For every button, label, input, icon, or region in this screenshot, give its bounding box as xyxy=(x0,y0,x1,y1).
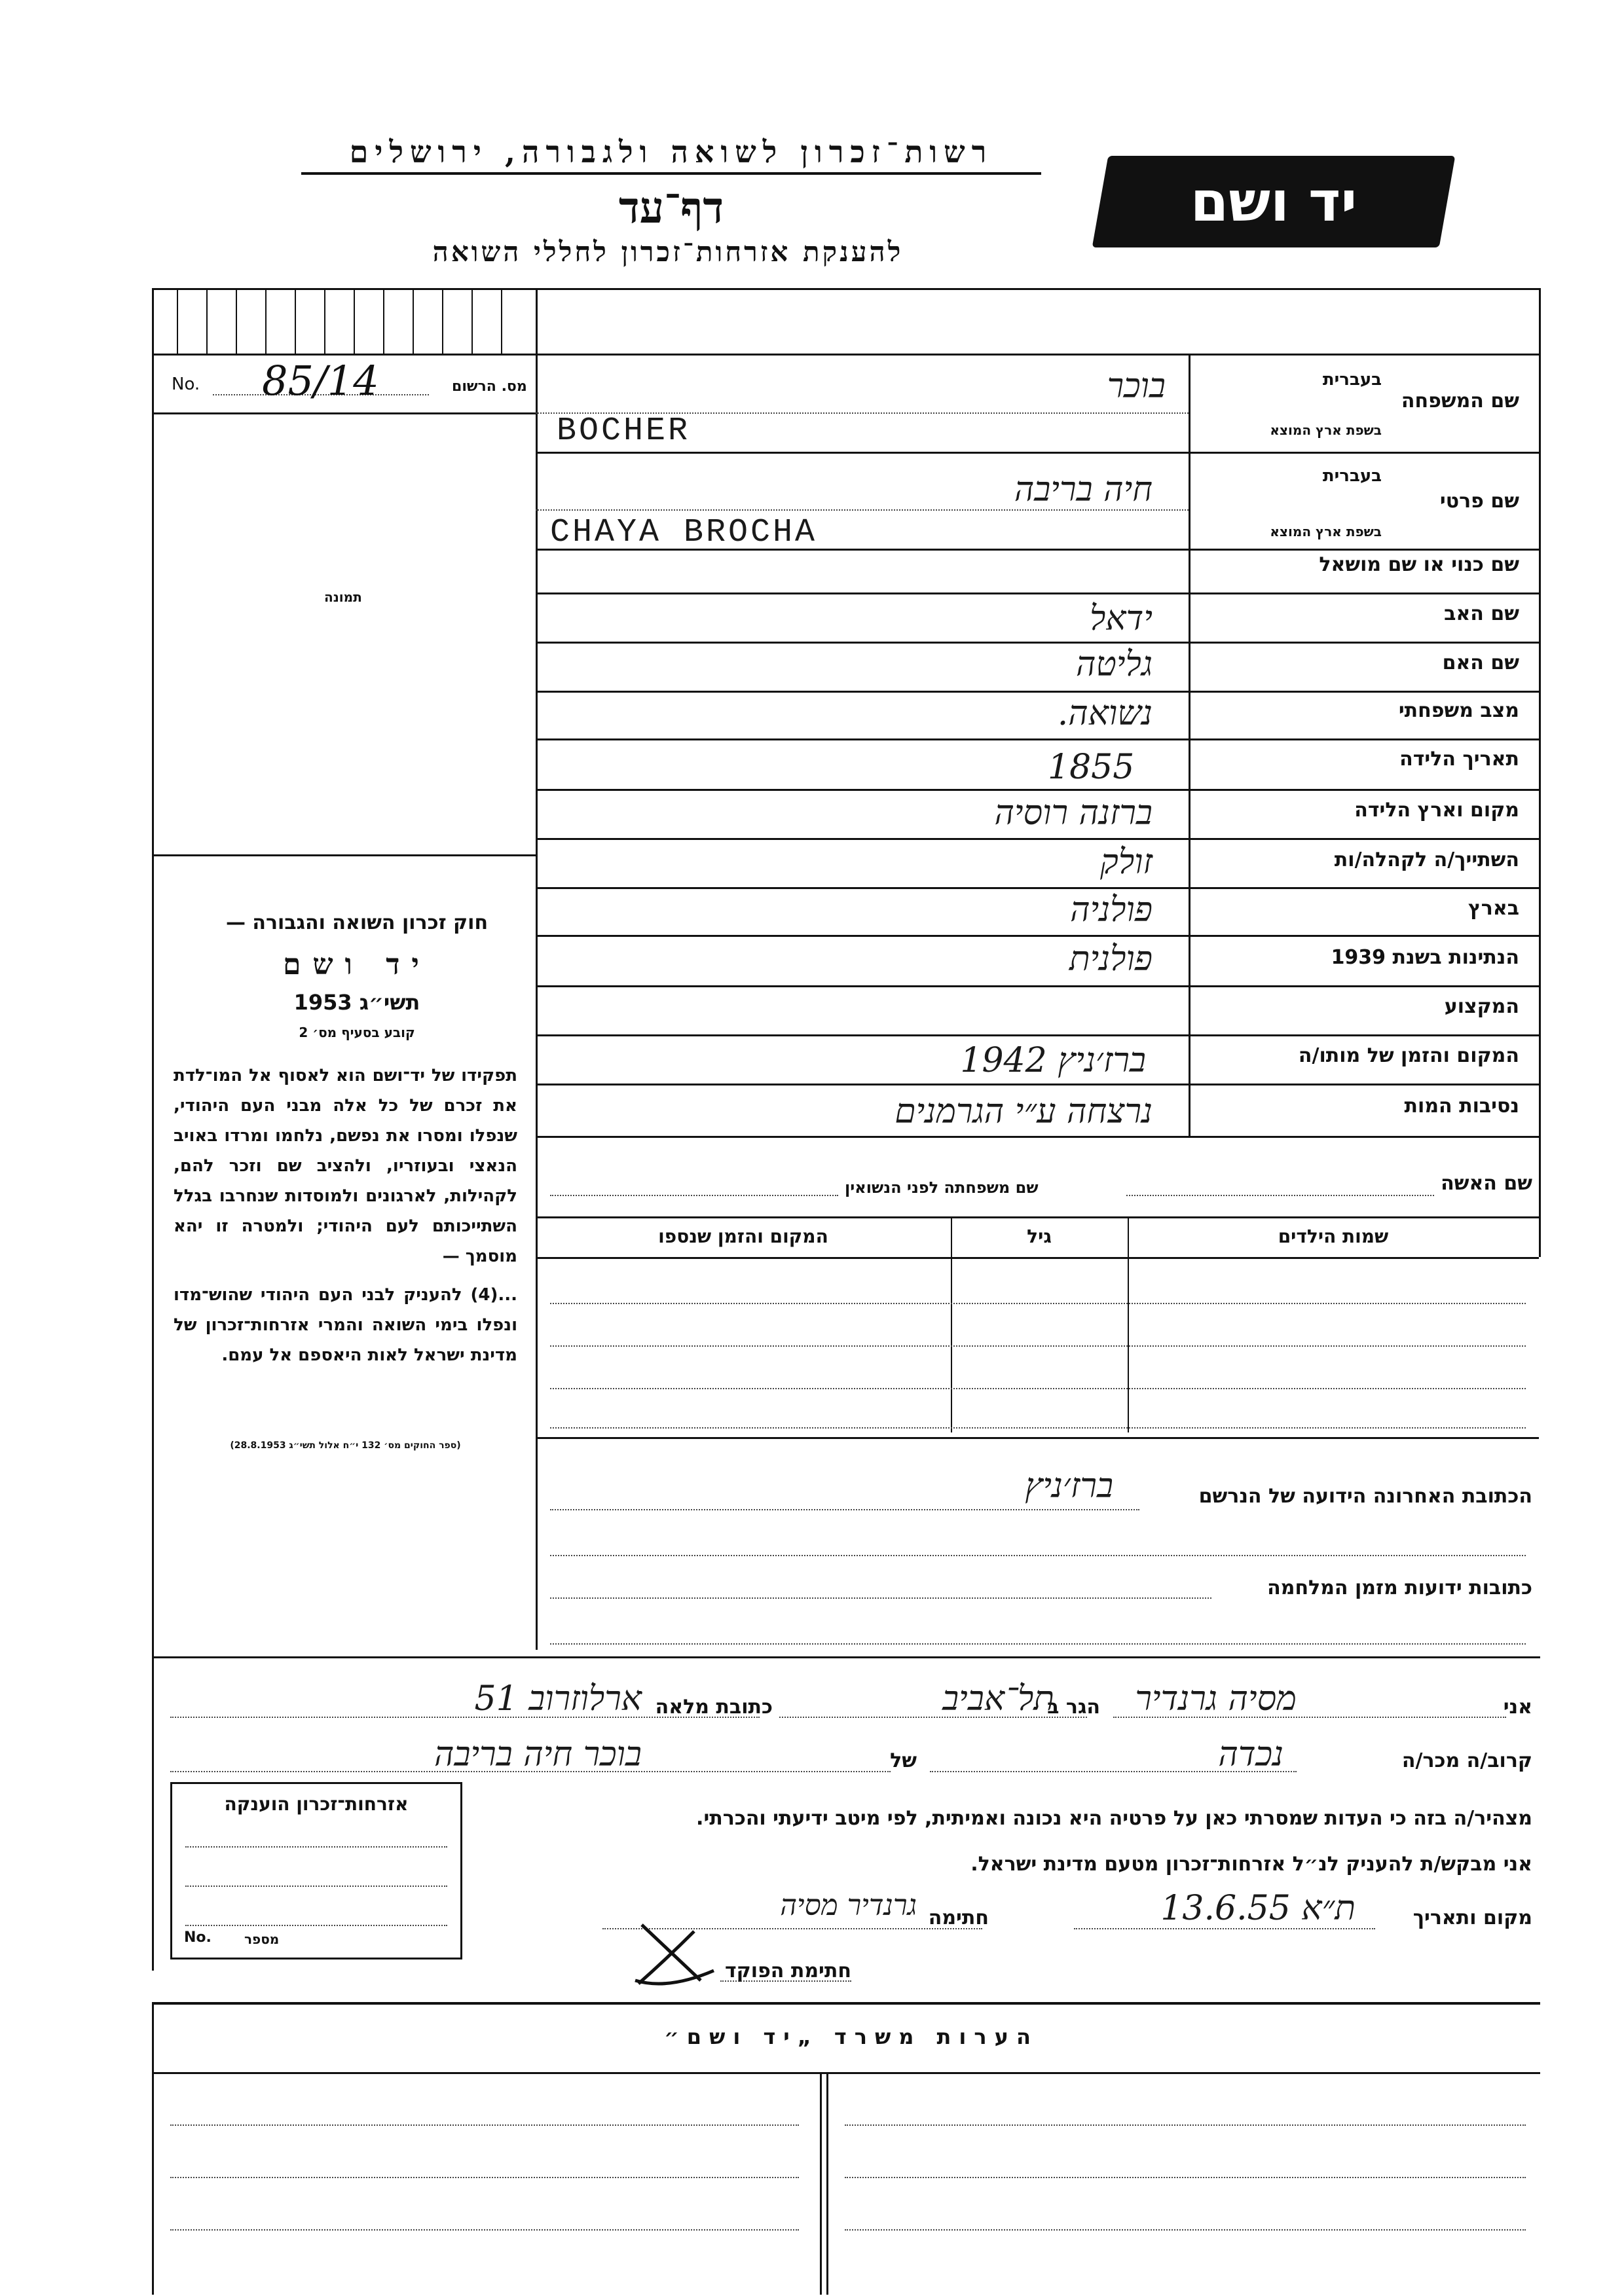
family-name-hebrew-value: בוכר xyxy=(1107,367,1166,406)
community-label: השתייך/ה לקהלה/ות xyxy=(1334,848,1519,871)
wife-maiden-name-label: שם משפחתה לפני הנשואין xyxy=(845,1178,1039,1197)
full-address-label: כתובת מלאה xyxy=(655,1696,773,1719)
remarks-line xyxy=(845,2124,1526,2126)
children-death-header: המקום והזמן שנספו xyxy=(658,1226,828,1247)
law-text-main: תפקידו של יד־ושם הוא לאסוף אל המו־לדת את זכרם של כל אלה מבני העם היהודי, שנפלו ומסרו את נפשם, נלחמו ומרדו באויב הנאצי ובעוזריו, ולהציב שם וזכר להם, לקהילות, לארגונים ולמוסדות שנחרבו בגלל השתייכותם לעם היהודי; ולמטרה זו יהא מוסמך — xyxy=(174,1066,517,1266)
signature-value: גרנדיר מסיה xyxy=(780,1889,917,1922)
first-name-hebrew-value: חיה בריבה xyxy=(1014,470,1153,509)
birth-place-value: ברזנה רוסיה xyxy=(994,793,1153,833)
first-name-hebrew-label: בעברית xyxy=(1322,466,1382,486)
photo-label: תמונה xyxy=(324,589,362,605)
war-address-label: כתובות ידועות מזמן המלחמה xyxy=(1267,1576,1532,1599)
registration-no-label-he: מס. הרשום xyxy=(452,378,527,395)
father-name-value: ידאל xyxy=(1089,599,1153,638)
remarks-line xyxy=(845,2177,1526,2178)
birth-place-label: מקום וארץ הלידה xyxy=(1354,799,1519,822)
table-row xyxy=(550,1345,1526,1347)
stamp-number-label: מספר xyxy=(244,1931,280,1947)
logo-text: יד ושם xyxy=(1190,170,1357,234)
law-source: (ספר החוקים מס׳ 132 י״ח אלול תשי״ג 28.8.1953) xyxy=(230,1440,461,1451)
marital-status-value: נשואה. xyxy=(1057,694,1153,733)
children-age-header: גיל xyxy=(1027,1226,1052,1247)
citizenship-1939-label: הנתינות בשנת 1939 xyxy=(1331,946,1519,969)
remarks-line xyxy=(170,2229,799,2231)
request-text: אני מבקש/ת להעניק לנ״ל אזרחות־זכרון מטעם מדינת ישראל. xyxy=(970,1853,1532,1876)
officer-signature-mark xyxy=(629,1918,720,1990)
stamp-no-label: No. xyxy=(184,1929,212,1946)
full-address-value: ארלוזרוב 51 xyxy=(474,1679,642,1719)
law-year: תשי״ג 1953 xyxy=(293,990,420,1015)
citizenship-1939-value: פולנית xyxy=(1069,939,1153,979)
citizenship-granted-title: אזרחות־זכרון הוענקה xyxy=(224,1793,409,1815)
declarant-label: אני xyxy=(1503,1696,1532,1719)
country-value: פולניה xyxy=(1070,890,1153,930)
children-names-header: שמות הילדים xyxy=(1278,1226,1389,1247)
country-label: בארץ xyxy=(1467,897,1519,920)
first-name-latin-value: CHAYA BROCHA xyxy=(550,514,818,551)
mother-name-value: גליטה xyxy=(1076,645,1153,684)
officer-signature-label: חתימת הפוקד xyxy=(725,1959,851,1982)
profession-label: המקצוע xyxy=(1444,995,1519,1018)
family-name-hebrew-label: בעברית xyxy=(1322,370,1382,390)
death-circumstances-value: נרצחה ע״י הגרמנים xyxy=(895,1092,1153,1131)
resident-of-label: הגר ב xyxy=(1047,1696,1100,1719)
place-date-value: ת״א 13.6.55 xyxy=(1160,1889,1356,1928)
last-address-label: הכתובת האחרונה הידועה של הנרשם xyxy=(1198,1485,1532,1508)
wife-name-label: שם האשה xyxy=(1441,1172,1532,1195)
remarks-title: הערות משרד „יד ושם״ xyxy=(664,2024,1039,2049)
marital-status-label: מצב משפחתי xyxy=(1398,699,1519,722)
declarant-name-value: מסיה גרנדיר xyxy=(1135,1679,1297,1719)
first-name-origin-label: בשפת ארץ המוצא xyxy=(1270,524,1382,539)
remarks-line xyxy=(845,2229,1526,2231)
law-name: יד ושם xyxy=(283,948,431,981)
community-value: זולק xyxy=(1100,843,1153,882)
law-clause: קובע בסעיף מס׳ 2 xyxy=(299,1025,415,1040)
law-text-clause-4: ...(4) להעניק לבני העם היהודי שהוש־מדו ונפלו בימי השואה והמרי אזרחות־זכרון של מדינת ישראל לאות היאספם אל עמם. xyxy=(174,1285,517,1365)
law-title: חוק זכרון השואה והגבורה — xyxy=(225,911,489,934)
table-row xyxy=(550,1388,1526,1389)
yad-vashem-logo xyxy=(1092,156,1456,247)
place-date-label: מקום ותאריך xyxy=(1412,1906,1532,1929)
birth-date-label: תאריך הלידה xyxy=(1399,748,1519,771)
relation-value: נכדה xyxy=(1218,1735,1283,1774)
family-name-origin-label: בשפת ארץ המוצא xyxy=(1270,422,1382,438)
table-row xyxy=(550,1303,1526,1304)
of-person-value: בוכר חיה בריבה xyxy=(434,1735,642,1774)
citizenship-granted-box xyxy=(170,1782,462,1959)
of-label: של xyxy=(890,1749,917,1772)
remarks-line xyxy=(170,2124,799,2126)
family-name-latin-value: BOCHER xyxy=(557,412,691,450)
table-row xyxy=(550,1427,1526,1429)
father-name-label: שם האב xyxy=(1444,602,1519,625)
birth-date-value: 1855 xyxy=(1048,748,1135,787)
declaration-text: מצהיר/ה בזה כי העדות שמסרתי כאן על פרטיה היא נכונה ואמיתית, לפי מיטב ידיעתי והכרתי. xyxy=(696,1807,1532,1830)
death-place-time-value: ברז׳ניץ 1942 xyxy=(960,1041,1146,1080)
resident-of-value: תל־אביב xyxy=(942,1679,1054,1719)
family-name-label: שם המשפחה xyxy=(1401,390,1519,412)
signature-label: חתימה xyxy=(928,1906,989,1929)
mother-name-label: שם האם xyxy=(1442,651,1519,674)
relation-label: קרוב/ה מכר/ה xyxy=(1401,1749,1532,1772)
death-place-time-label: המקום והזמן של מותו/ה xyxy=(1298,1044,1519,1067)
registration-no-value: 85/14 xyxy=(262,357,379,405)
last-address-value: ברז׳ניץ xyxy=(1025,1467,1113,1506)
registration-no-label: No. xyxy=(172,374,200,394)
death-circumstances-label: נסיבות המות xyxy=(1404,1095,1519,1118)
authority-title: רשות־זכרון לשואה ולגבורה, ירושלים xyxy=(301,134,1041,175)
nickname-label: שם כנוי או שם מושאל xyxy=(1319,553,1519,576)
page-subtitle: להענקת אזרחות־זכרון לחללי השואה xyxy=(432,236,904,268)
page-title: דף־עד xyxy=(618,182,724,233)
first-name-label: שם פרטי xyxy=(1439,490,1519,513)
remarks-line xyxy=(170,2177,799,2178)
